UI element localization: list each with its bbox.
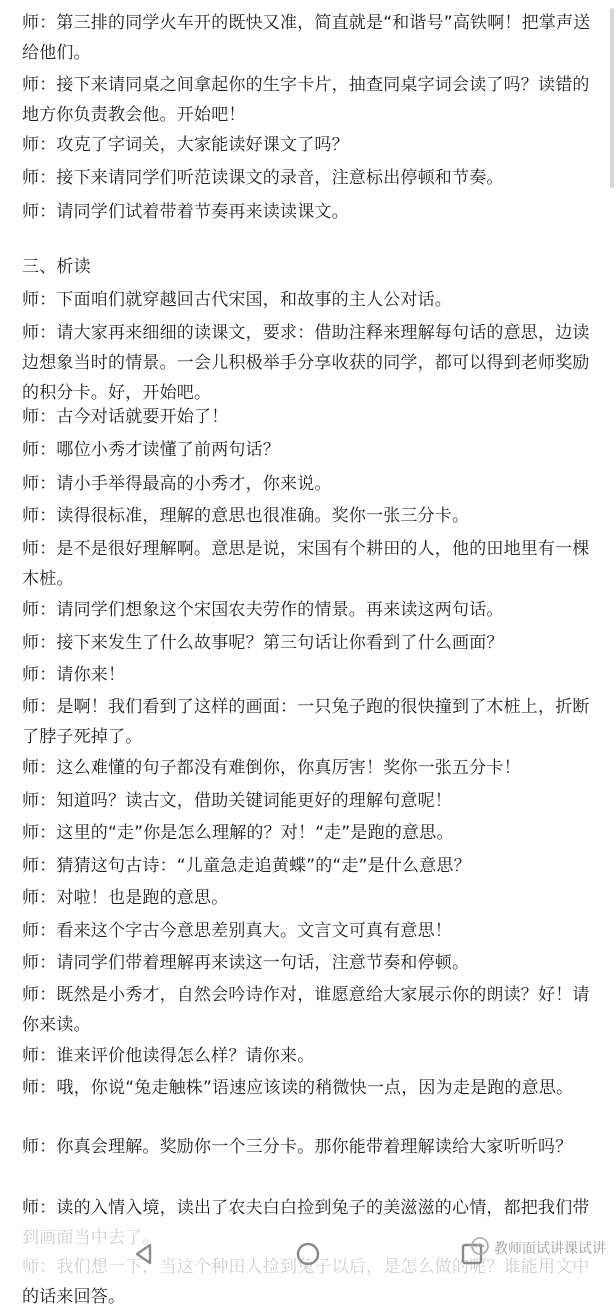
dialogue-line: 师：第三排的同学火车开的既快又准，简直就是“和谐号”高铁啊！把掌声送给他们。	[22, 13, 591, 63]
dialogue-line: 师：接下来请同桌之间拿起你的生字卡片，抽查同桌字词会读了吗？读错的地方你负责教会他。开始吧！	[22, 75, 590, 125]
dialogue-line: 师：下面咱们就穿越回古代宋国，和故事的主人公对话。	[22, 290, 452, 310]
dialogue-line: 师：谁来评价他读得怎么样？请你来。	[22, 1046, 315, 1066]
dialogue-line: 师：请同学们想象这个宋国农夫劳作的情景。再来读这两句话。	[22, 600, 504, 620]
scrollbar[interactable]	[610, 8, 614, 188]
dialogue-line: 师：请同学们试着带着节奏再来读读课文。	[22, 202, 349, 222]
dialogue-line: 师：对啦！也是跑的意思。	[22, 888, 229, 908]
dialogue-line: 师：这里的“走”你是怎么理解的？对！“走”是跑的意思。	[22, 823, 454, 843]
dialogue-line: 师：是不是很好理解啊。意思是说，宋国有个耕田的人，他的田地里有一棵木桩。	[22, 539, 590, 589]
dialogue-line: 师：既然是小秀才，自然会吟诗作对，谁愿意给大家展示你的朗读？好！请你来读。	[22, 985, 590, 1035]
watermark-text: 教师面试讲课试讲	[494, 1241, 606, 1257]
dialogue-line: 师：古今对话就要开始了！	[22, 407, 229, 427]
dialogue-line: 师：读得很标准，理解的意思也很准确。奖你一张三分卡。	[22, 506, 470, 526]
dialogue-line: 师：你真会理解。奖励你一个三分卡。那你能带着理解读给大家听听吗？	[22, 1137, 573, 1157]
wechat-channel-icon	[470, 1236, 490, 1260]
dialogue-line: 师：哪位小秀才读懂了前两句话？	[22, 440, 280, 460]
dialogue-line: 师：这么难懂的句子都没有难倒你，你真厉害！奖你一张五分卡！	[22, 758, 521, 778]
dialogue-line: 师：请大家再来细细的读课文，要求：借助注释来理解每句话的意思，边读边想象当时的情景。一会儿积极举手分享收获的同学，都可以得到老师奖励的积分卡。好，开始吧。	[22, 323, 590, 403]
watermark	[470, 1236, 606, 1260]
dialogue-line: 师：知道吗？读古文，借助关键词能更好的理解句意呢！	[22, 791, 452, 811]
dialogue-line: 师：猜猜这句古诗：“儿童急走追黄蝶”的“走”是什么意思？	[22, 856, 471, 876]
dialogue-line: 师：哦，你说“兔走触株”语速应该读的稍微快一点，因为走是跑的意思。	[22, 1078, 574, 1098]
dialogue-line: 师：看来这个字古今意思差别真大。文言文可真有意思！	[22, 921, 452, 941]
dialogue-line: 师：是啊！我们看到了这样的画面：一只兔子跑的很快撞到了木桩上，折断了脖子死掉了。	[22, 697, 590, 747]
dialogue-line: 师：接下来发生了什么故事呢？第三句话让你看到了什么画面？	[22, 633, 504, 653]
dialogue-line: 师：接下来请同学们听范读课文的录音，注意标出停顿和节奏。	[22, 168, 504, 188]
dialogue-line: 师：读的入情入境，读出了农夫白白捡到兔子的美滋滋的心情，都把我们带	[22, 1198, 590, 1218]
dialogue-line: 师：攻克了字词关，大家能读好课文了吗？	[22, 135, 349, 155]
section-heading: 三、析读	[22, 257, 91, 277]
dialogue-line: 师：请同学们带着理解再来读这一句话，注意节奏和停顿。	[22, 953, 470, 973]
dialogue-line: 师：请小手举得最高的小秀才，你来说。	[22, 474, 332, 494]
dialogue-line: 的话来回答。	[22, 1287, 126, 1307]
home-circle-icon[interactable]	[292, 1238, 324, 1270]
back-triangle-icon[interactable]	[128, 1238, 160, 1270]
dialogue-line: 师：请你来！	[22, 665, 126, 685]
